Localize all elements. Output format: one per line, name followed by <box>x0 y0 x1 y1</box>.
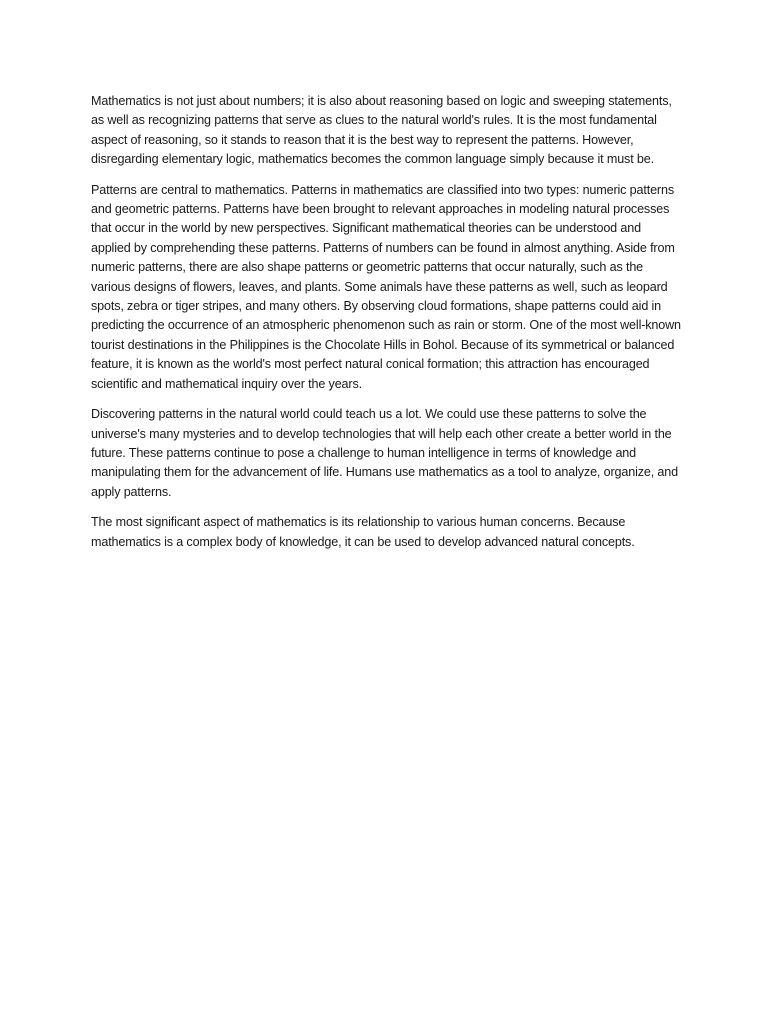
paragraph-1: Mathematics is not just about numbers; it is also about reasoning based on logic and sweeping statements, as well as recognizing patterns that serve as clues to the natural world's rules. It is the most fundamental aspect of reasoning, so it stands to reason that it is the best way to represent the patterns. However, disregarding elementary logic, mathematics becomes the common language simply because it must be. <box>91 94 672 167</box>
paragraph-2: Patterns are central to mathematics. Patterns in mathematics are classified into two types: numeric patterns and geometric patterns. Patterns have been brought to relevant approaches in modeling natural processes that occur in the world by new perspectives. Significant mathematical theories can be understood and applied by comprehending these patterns. Patterns of numbers can be found in almost anything. Aside from numeric patterns, there are also shape patterns or geometric patterns that occur naturally, such as the various designs of flowers, leaves, and plants. Some animals have these patterns as well, such as leopard spots, zebra or tiger stripes, and many others. By observing cloud formations, shape patterns could aid in predicting the occurrence of an atmospheric phenomenon such as rain or storm. One of the most well-known tourist destinations in the Philippines is the Chocolate Hills in Bohol. Because of its symmetrical or balanced feature, it is known as the world's most perfect natural conical formation; this attraction has encouraged scientific and mathematical inquiry over the years. <box>91 182 681 391</box>
document-body <box>91 92 683 563</box>
paragraph-4: The most significant aspect of mathematics is its relationship to various human concerns. Because mathematics is a complex body of knowledge, it can be used to develop advanced natural concepts. <box>91 515 635 549</box>
paragraph-3: Discovering patterns in the natural world could teach us a lot. We could use these patterns to solve the universe's many mysteries and to develop technologies that will help each other create a better world in the future. These patterns continue to pose a challenge to human intelligence in terms of knowledge and manipulating them for the advancement of life. Humans use mathematics as a tool to analyze, organize, and apply patterns. <box>91 407 678 499</box>
